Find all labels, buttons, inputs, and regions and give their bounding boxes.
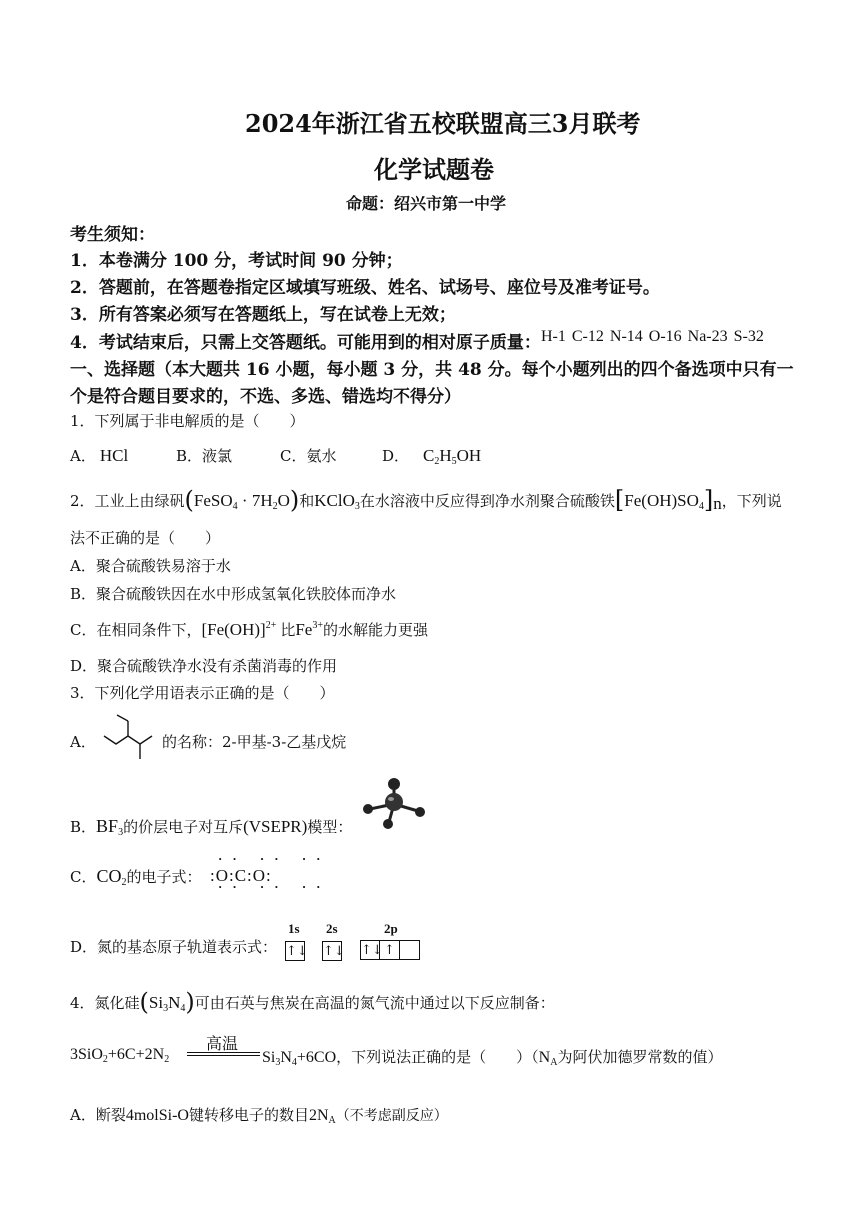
q2-option-c: C．在相同条件下，$[Fe(OH)]^{2+}$ 比$Fe^{3+}$的水解能力更强 [70,620,428,639]
q4-option-a: A．断裂4molSi-O键转移电子的数目$2N_A$（不考虑副反应） [70,1106,448,1126]
q1-c-label: C． [280,447,307,465]
q2-ion-fe3: $Fe^{3+}$ [295,620,323,639]
q1-b-label: B． [176,447,203,465]
q2-option-b: B．聚合硫酸铁因在水中形成氢氧化铁胶体而净水 [70,585,397,603]
orbital-2p [360,940,420,960]
co2-electron-formula: :O:C:O: [210,866,272,885]
author-line: 命题：绍兴市第一中学 [346,194,507,213]
orbital-box [400,940,420,960]
orbital-label-2p: 2p [384,921,398,936]
q2-stem-cont: 法不正确的是（ ） [70,529,221,547]
q4-condition: 高温 [206,1034,239,1053]
q1-d-label: D． [382,447,410,465]
q1-a-label: A． [70,447,96,465]
q3-option-c: C．$CO_2$的电子式： [70,866,202,888]
q3-option-a-label: A． [70,733,96,751]
q1-a-value: HCl [99,446,129,465]
co2-dot-row-bottom: ·· ·· ·· [218,879,331,894]
atomic-masses: H-1 C-12 N-14 O-16 Na-23 S-32 [541,328,764,345]
q1-option-a [70,445,128,466]
equation-arrow-line [187,1052,260,1053]
notice-heading: 考生须知： [70,225,155,245]
q2-formula-polymer: $Fe(OH)SO_4$ [624,491,704,512]
q2-ion-feoh: $[Fe(OH)]^{2+}$ [201,620,277,639]
q4-formula-si3n4: $Si_3N_4$ [148,993,186,1014]
q2-stem: 2．工业上由绿矾(FeSO$_4$ · $7H_2O$)和KClO$_3$在水溶液中反应得到净水剂聚合硫酸铁$[Fe(OH)SO_4]_n$，下列说 [70,486,782,514]
q3-formula-co2: $CO_2$ [96,866,127,888]
orbital-1s [285,940,308,961]
q3-option-b: B．$BF_3$的价层电子对互斥(VSEPR)模型： [70,816,353,838]
q3-option-d: D．氮的基态原子轨道表示式： [70,938,278,956]
notice-item: 4．考试结束后，只需上交答题纸。可能用到的相对原子质量： [70,333,541,353]
orbital-box: ↑↓ [360,940,380,960]
page-subtitle: 化学试题卷 [374,155,494,184]
q3-vsepr: (VSEPR) [243,817,308,836]
q1-option-c [280,445,337,466]
co2-dot-row-top: ·· ·· ·· [218,851,331,866]
q2-formula-kclo3: KClO$_3$ [314,491,360,512]
q4-stem: 4．氮化硅$(Si_3N_4)$可由石英与焦炭在高温的氮气流中通过以下反应制备： [70,988,555,1016]
notice-item: 3．所有答案必须写在答题纸上，写在试卷上无效； [70,305,456,325]
page-title: 2024年浙江省五校联盟高三3月联考 [245,109,641,138]
q2-option-d: D．聚合硫酸铁净水没有杀菌消毒的作用 [70,657,338,675]
q1-d-formula: $C_2H_5OH$ [423,446,482,467]
orbital-label-1s: 1s [288,921,300,936]
notice-item: 2．答题前，在答题卷指定区域填写班级、姓名、试场号、座位号及准考证号。 [70,278,660,298]
orbital-box: ↑ [380,940,400,960]
q4-equation-left: $3SiO_2+6C+2N_2$ [70,1046,170,1065]
q3-formula-bf3: $BF_3$ [96,816,124,838]
q1-option-d [382,445,481,466]
equation-arrow-line [187,1055,260,1056]
q3-option-a-text: 的名称：2-甲基-3-乙基戊烷 [162,733,347,751]
na-symbol: $N_A$ [538,1049,558,1068]
notice-item: 1．本卷满分 100 分，考试时间 90 分钟； [70,251,403,271]
orbital-label-2s: 2s [326,921,338,936]
q1-option-b [176,445,232,466]
q1-c-value: 氨水 [306,447,337,465]
section-heading: 一、选择题（本大题共 16 小题，每小题 3 分，共 48 分。每个小题列出的四个备选项中只有一 [70,360,794,380]
skeletal-formula-image [100,712,164,764]
q4-equation-right: $Si_3N_4+6CO$，下列说法正确的是（ ）（$N_A$为阿伏加德罗常数的值） [262,1048,723,1068]
q2-formula-green-vitriol: FeSO$_4$ · $7H_2O$ [193,491,290,512]
orbital-2s [322,940,345,961]
q1-stem: 1．下列属于非电解质的是（ ） [70,412,305,430]
q2-option-a: A．聚合硫酸铁易溶于水 [70,557,231,575]
orbital-box: ↑↓ [285,941,305,961]
ball-stick-model-image [356,776,430,830]
q3-stem: 3．下列化学用语表示正确的是（ ） [70,684,335,702]
orbital-box: ↑↓ [322,941,342,961]
section-heading-cont: 个是符合题目要求的，不选、多选、错选均不得分） [70,387,461,407]
q1-b-value: 液氯 [202,447,233,465]
